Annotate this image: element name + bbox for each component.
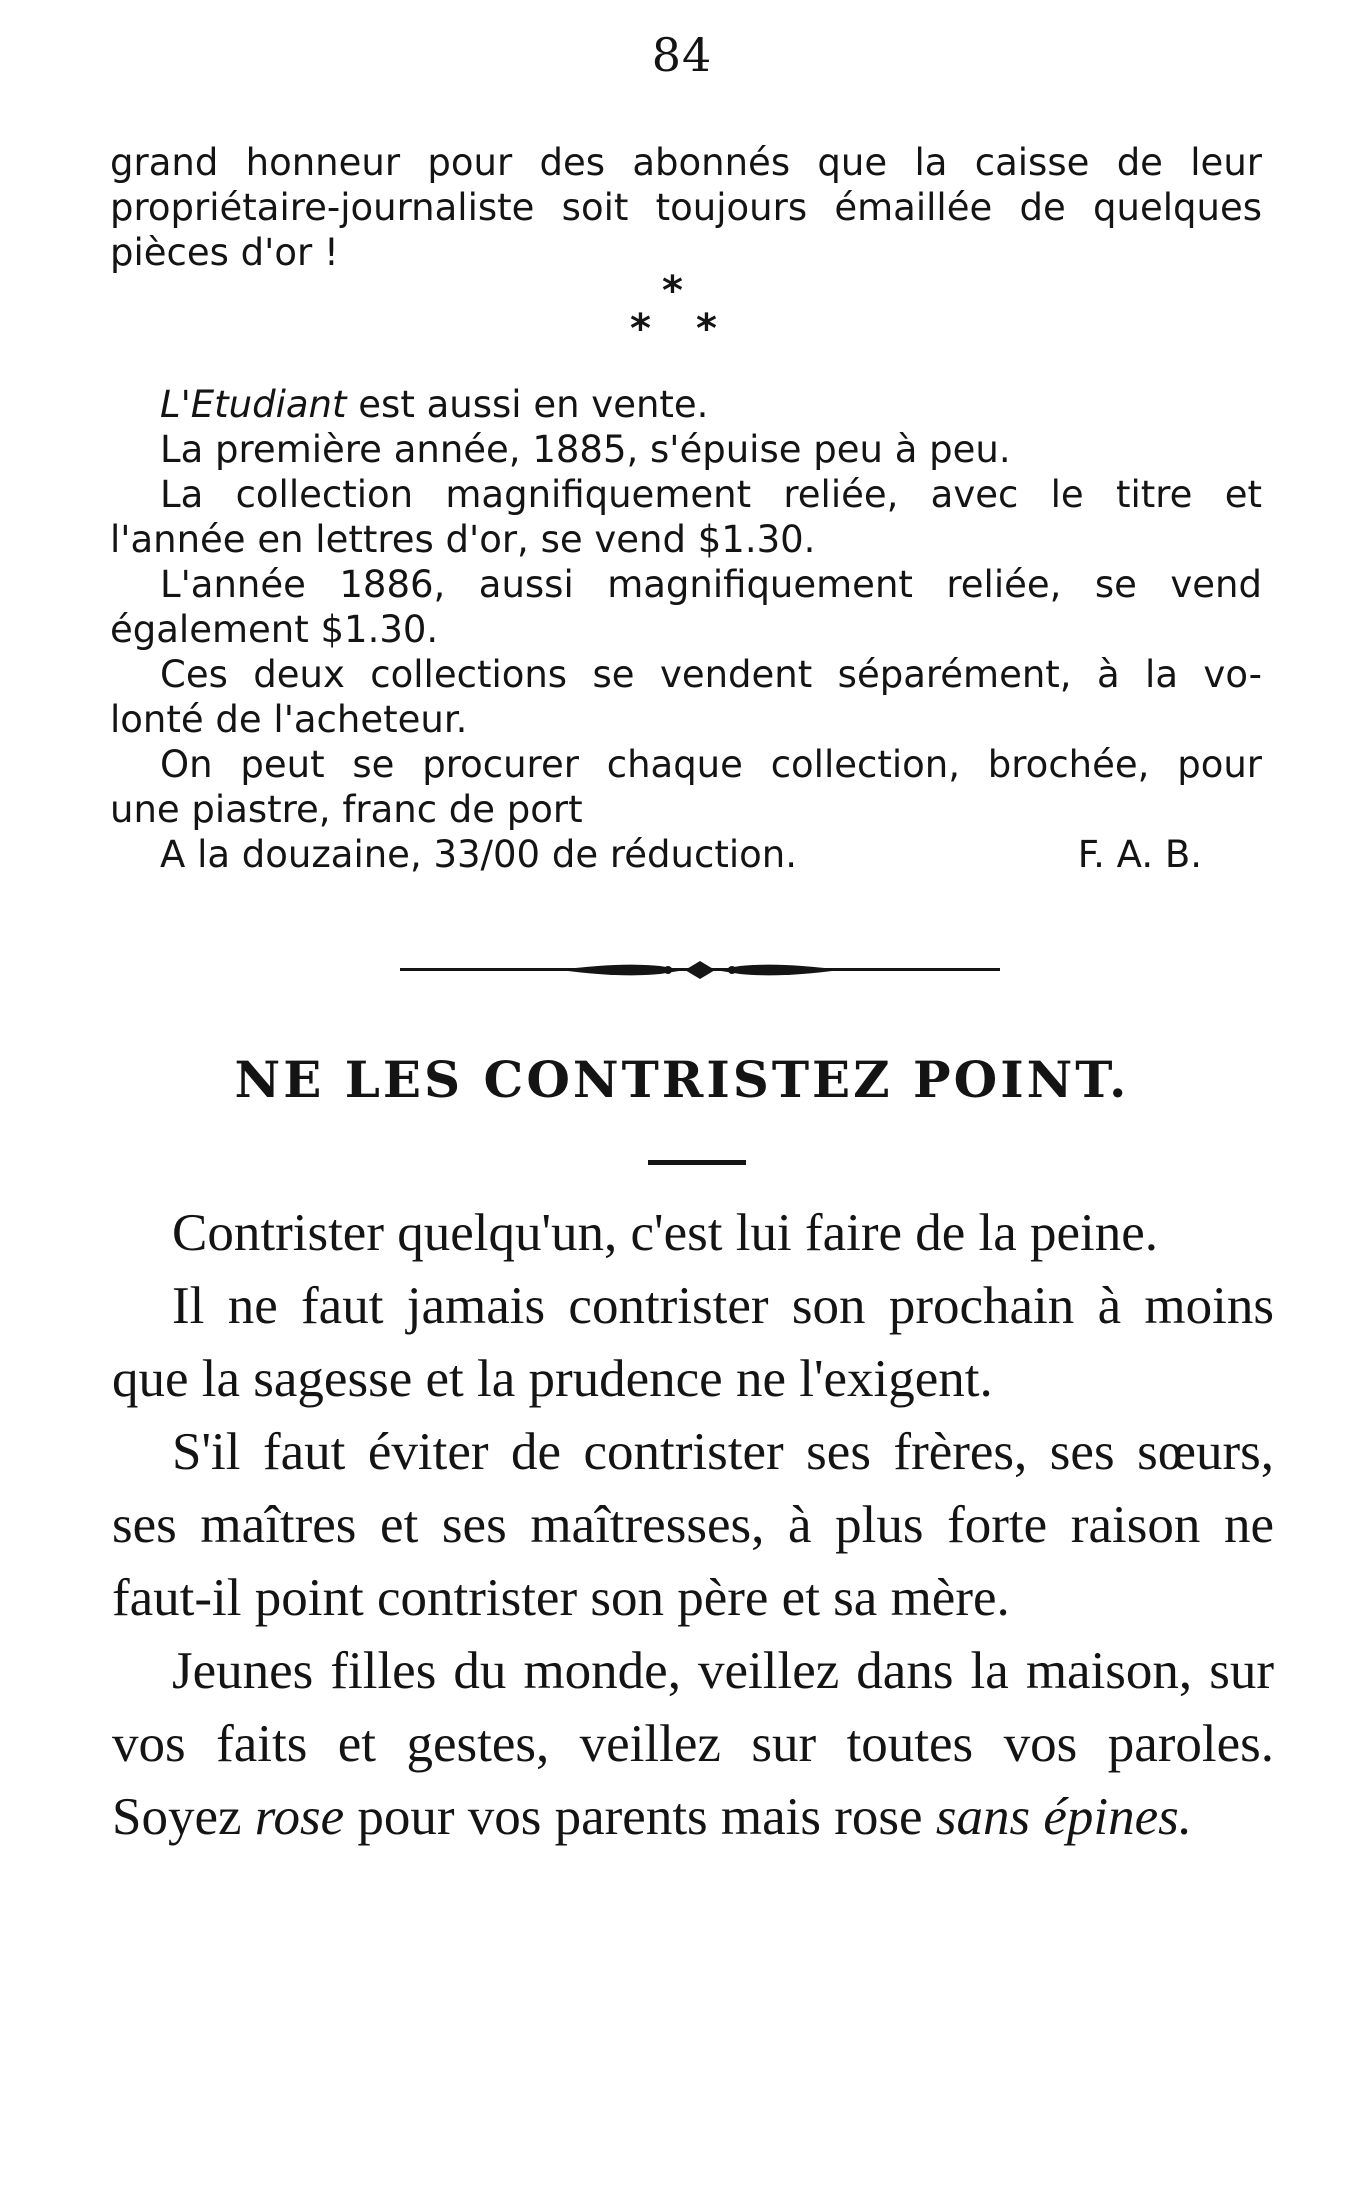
notice-block [110,382,1262,877]
dozen-text: A la douzaine, 33/00 de réduction. [160,833,797,876]
paragraph: S'il faut éviter de contrister ses frères, ses sœurs, ses maîtres et ses maîtresses, à plus forte raison ne faut-il point contrister son père et sa mère. [112,1423,1274,1627]
italic-sans-epines: sans épines. [935,1788,1192,1846]
text-line: lonté de l'acheteur. [110,698,468,741]
text-line: une piastre, franc de port [110,788,583,831]
text-line: La collection magnifiquement reliée, avec le titre et [160,473,1262,516]
paragraph: Jeunes filles du monde, veillez dans la maison, sur vos faits et gestes, veillez sur toutes vos paroles. Soyez rose pour vos parents mais rose sans épines. [112,1642,1274,1846]
text-line: pièces d'or ! [110,231,339,274]
page-number: 84 [651,28,713,82]
heading-rule [648,1160,746,1165]
text-line: La première année, 1885, s'épuise peu à peu. [160,428,1011,471]
asterisk-top: * [662,268,683,314]
continuation-paragraph [110,140,1262,275]
article-heading: NE LES CONTRISTEZ POINT. [234,1050,1130,1109]
text-line: grand honneur pour des abonnés que la caisse de leur [110,141,1262,184]
asterism [620,268,740,352]
text-line: On peut se procurer chaque collection, brochée, pour [160,743,1262,786]
text-line: Ces deux collections se vendent séparément, à la vo- [160,653,1262,696]
dozen-line [110,832,1262,877]
paragraph: Il ne faut jamais contrister son prochain à moins que la sagesse et la prudence ne l'exigent. [112,1277,1274,1408]
paragraph: Contrister quelqu'un, c'est lui faire de la peine. [172,1204,1159,1262]
asterisk-right: * [696,306,717,352]
notice-title-line: L'Etudiant est aussi en vente. [160,383,709,426]
signature: F. A. B. [1077,833,1202,876]
text-line: également $1.30. [110,608,439,651]
ornamental-divider [400,950,1000,990]
journal-title: L'Etudiant [160,383,347,426]
text-line: L'année 1886, aussi magnifiquement reliée, se vend [160,563,1262,606]
italic-rose: rose [254,1788,345,1846]
text-line: propriétaire-journaliste soit toujours émaillée de quelques [110,186,1262,229]
text-line: l'année en lettres d'or, se vend $1.30. [110,518,816,561]
asterisk-left: * [630,306,651,352]
article-body [112,1197,1274,1854]
